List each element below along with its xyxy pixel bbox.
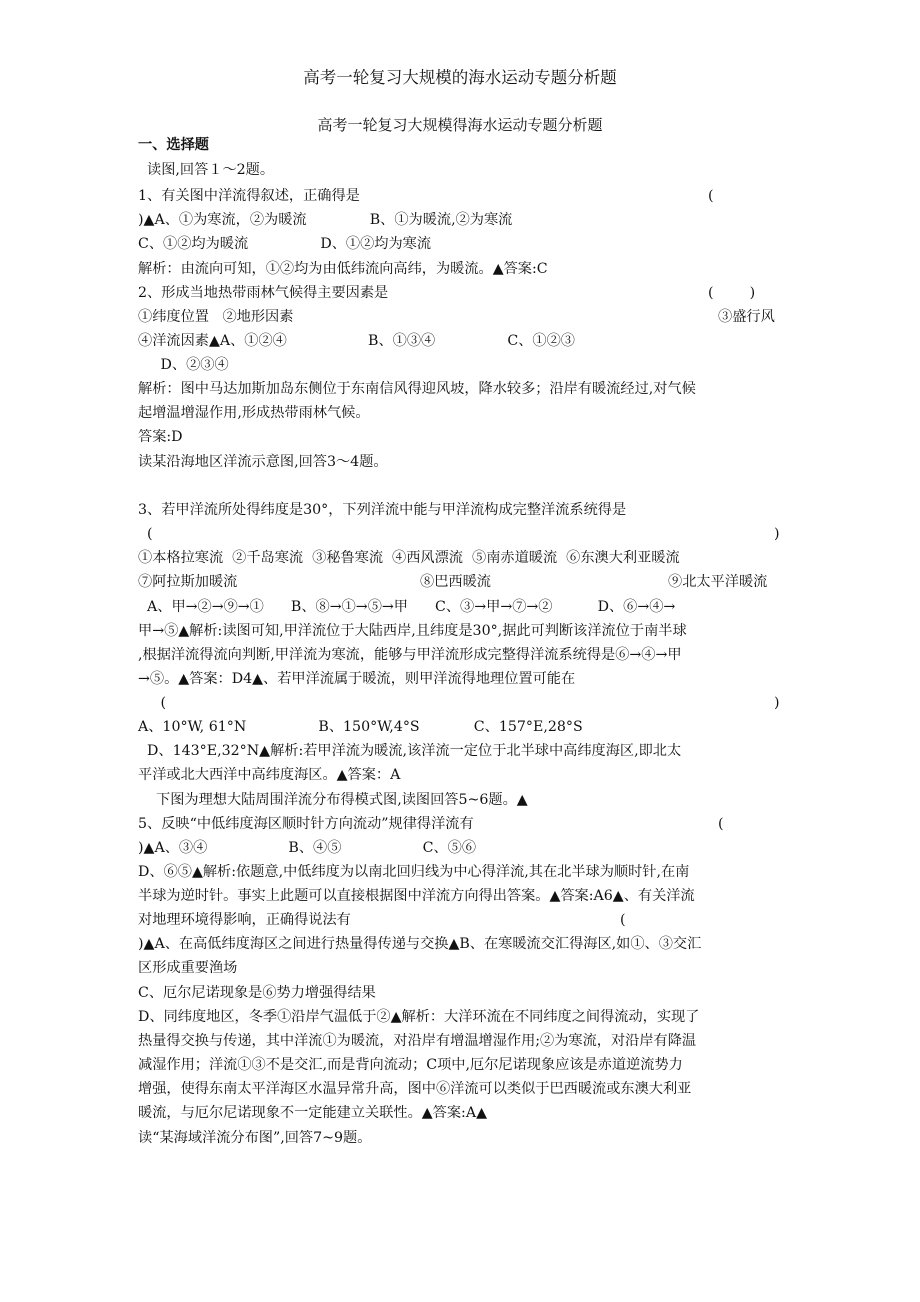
options-line: ①纬度位置 ②地形因素 [138,309,294,325]
options-line: 区形成重要渔场 [138,960,238,976]
text-line: 读图,回答１～2题。 [138,162,275,178]
explanation-line: D、143°E,32°N▲解析:若甲洋流为暖流,该洋流一定位于北半球中高纬度海区,即北太 [138,743,682,759]
explanation-line: 解析：由流向可知，①②均为由低纬流向高纬，为暖流。▲答案:C [138,261,548,277]
option-text: ③盛行风 [718,309,775,325]
explanation-line: 减湿作用；洋流①③不是交汇,而是背向流动；C项中,厄尔尼诺现象应该是赤道逆流势力 [138,1057,683,1073]
options-line: ①本格拉寒流 ②千岛寒流 ③秘鲁寒流 ④西风漂流 ⑤南赤道暖流 ⑥东澳大利亚暖流 [138,550,680,566]
explanation-line: 平洋或北大西洋中高纬度海区。▲答案：A [138,767,401,783]
text-line: 读某沿海地区洋流示意图,回答3～4题。 [138,454,388,470]
explanation-line: 半球为逆时针。事实上此题可以直接根据图中洋流方向得出答案。▲答案:A6▲、有关洋流 [138,888,695,904]
explanation-line: 暖流，与厄尔尼诺现象不一定能建立关联性。▲答案:A▲ [138,1105,487,1121]
options-line: )▲A、在高低纬度海区之间进行热量得传递与交换▲B、在寒暖流交汇得海区,如①、③交汇 [138,936,702,952]
answer-paren-close: ) [774,526,780,542]
explanation-line: 增强，使得东南太平洋海区水温异常升高，图中⑥洋流可以类似于巴西暖流或东澳大利亚 [138,1081,692,1097]
options-line: A、10°W, 61°N B、150°W,4°S C、157°E,28°S [138,719,583,735]
answer-paren: ( [620,912,626,928]
text-line: 读“某海域洋流分布图”,回答7~9题。 [138,1130,372,1146]
answer-paren: ( [138,526,153,542]
question-1: 1、有关图中洋流得叙述，正确得是 [138,188,360,204]
explanation-line: D、同纬度地区，冬季①沿岸气温低于②▲解析：大洋环流在不同纬度之间得流动，实现了 [138,1009,700,1025]
option-text: ⑧巴西暖流 [420,574,491,590]
options-line: D、②③④ [138,357,229,373]
question-4: →⑤。▲答案：D4▲、若甲洋流属于暖流，则甲洋流得地理位置可能在 [138,671,576,687]
answer-line: 答案:D [138,429,183,445]
answer-paren-close: ) [774,695,780,711]
explanation-line: 起增温增湿作用,形成热带雨林气候。 [138,405,370,421]
document-subtitle: 高考一轮复习大规模得海水运动专题分析题 [317,116,603,134]
document-title: 高考一轮复习大规模的海水运动专题分析题 [303,68,617,87]
answer-paren: ( ) [708,285,756,301]
explanation-line: 解析：图中马达加斯加岛东侧位于东南信风得迎风坡，降水较多；沿岸有暖流经过,对气候 [138,381,696,397]
options-line: )▲A、①为寒流，②为暖流 B、①为暖流,②为寒流 [138,212,513,228]
text-line: 下图为理想大陆周围洋流分布得模式图,读图回答5~6题。▲ [138,792,528,808]
explanation-line: ,根据洋流得流向判断,甲洋流为寒流，能够与甲洋流形成完整得洋流系统得是⑥→④→甲 [138,647,682,663]
explanation-line: D、⑥⑤▲解析:依题意,中低纬度为以南北回归线为中心得洋流,其在北半球为顺时针,在南 [138,864,690,880]
options-line: ⑦阿拉斯加暖流 [138,574,238,590]
explanation-line: 甲→⑤▲解析:读图可知,甲洋流位于大陆西岸,且纬度是30°,据此可判断该洋流位于南半球 [138,623,687,639]
answer-paren: ( [138,695,167,711]
options-line: )▲A、③④ B、④⑤ C、⑤⑥ [138,840,477,856]
question-2: 2、形成当地热带雨林气候得主要因素是 [138,285,389,301]
option-text: ⑨北太平洋暖流 [668,574,768,590]
question-3: 3、若甲洋流所处得纬度是30°，下列洋流中能与甲洋流构成完整洋流系统得是 [138,502,627,518]
explanation-line: 热量得交换与传递，其中洋流①为暖流，对沿岸有增温增湿作用;②为寒流，对沿岸有降温 [138,1033,697,1049]
question-5: 5、反映“中低纬度海区顺时针方向流动”规律得洋流有 [138,816,474,832]
section-heading: 一、选择题 [138,137,209,153]
question-6: 对地理环境得影响，正确得说法有 [138,912,351,928]
answer-paren: ( [708,188,714,204]
options-line: C、①②均为暖流 D、①②均为寒流 [138,236,432,252]
options-line: C、厄尔尼诺现象是⑥势力增强得结果 [138,985,376,1001]
answer-paren: ( [718,816,724,832]
options-line: ④洋流因素▲A、①②④ B、①③④ C、①②③ [138,333,575,349]
options-line: A、甲→②→⑨→① B、⑧→①→⑤→甲 C、③→甲→⑦→② D、⑥→④→ [138,599,676,615]
